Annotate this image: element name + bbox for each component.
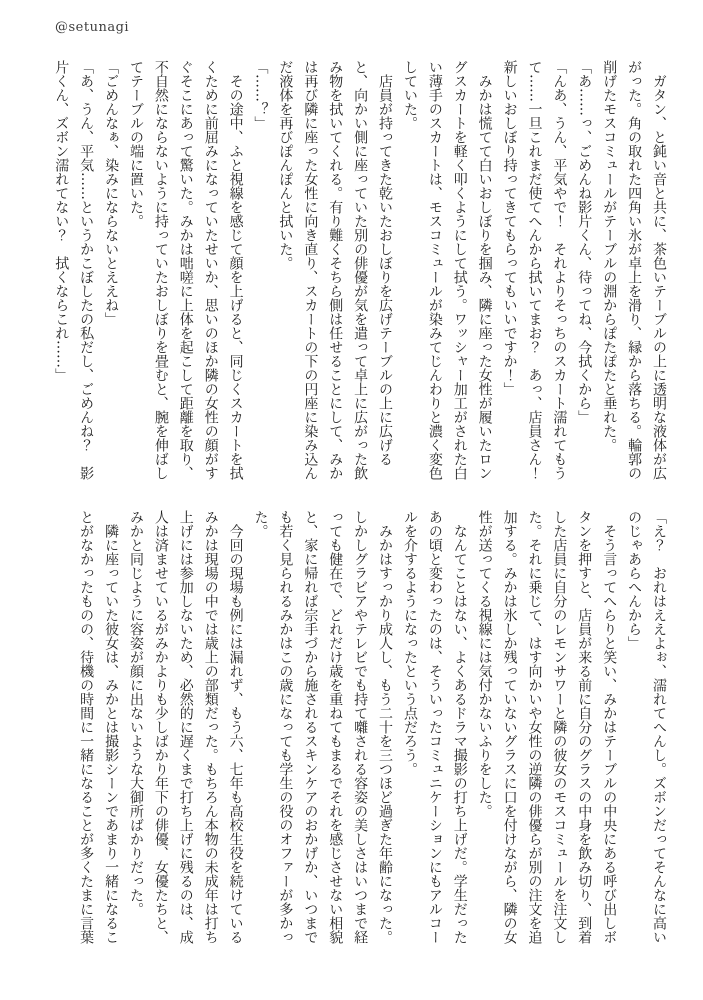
paragraph-dialogue: 「え？ おれはええよぉ、濡れてへんし。ズボンだってそんなに高いのじゃあらへんから」 — [626, 510, 667, 944]
paragraph: 今回の現場も例には漏れず、もう六、七年も高校生役を続けているみかは現場の中では歳上の部類だった。もちろん本物の未成年は打ち上げには参加しないため、必然的に遅くまで打ち上げに残るのは、成人は済ませているがみかよりも少しばかり年下の俳優、女優たちと、みかと同じように容姿が顔に出ないような大御所ばかりだった。 — [127, 510, 244, 944]
paragraph: その途中、ふと視線を感じて顔を上げると、同じくスカートを拭くために前屈みになっていたせいか、思いのほか隣の女性の顔がすぐそこにあって驚いた。みかは咄嗟に上体を起こして距離を取り、不自然にならないように持っていたおしぼりを畳むと、腕を伸ばしてテーブルの端に置いた。 — [127, 60, 244, 480]
paragraph: 隣に座っていた彼女は、みかとは撮影シーンであまり一緒になることがなかったものの、待機の時間に一緒になることが多くたまに言葉 — [78, 510, 120, 944]
paragraph: そう言ってへらりと笑い、みかはテーブルの中央にある呼び出しボタンを押すと、店員が来る前に自分のグラスの中身を飲み切り、到着した店員に自分のレモンサワーと隣の彼女のモスコミュールを注文した。それに乗じて、はす向かいや女性の逆隣の俳優らが別の注文を追加する。みかは氷しか残っていないグラスに口を付けながら、隣の女性が送ってくる視線には気付かないふりをした。 — [476, 510, 618, 944]
paragraph-dialogue: 「あ……っ、ごめんね影片くん、待ってね、今拭くから」 — [576, 60, 593, 424]
paragraph: みかはすっかり成人し、もう二十を三つほど過ぎた年齢になった。しかしグラビアやテレビでも持て囃される容姿の美しさはいつまで経っても健在で、どれだけ歳を重ねてもまるでそれを感じさせない相貌と、家に帰れば宗手づから施されるスキンケアのおかげか、いつまでも若く見られるみかはこの歳になっても学生の役のオファーが多かった。 — [252, 510, 394, 944]
paragraph-dialogue: 「ごめんなぁ、染みにならないとええね」 — [103, 60, 120, 326]
lower-text-block — [73, 510, 671, 946]
paragraph: みかは慌てて白いおしぼりを掴み、隣に座った女性が履いたロングスカートを軽く叩くようにして拭う。ワッシャー加工がされた白い薄手のスカートは、モスコミュールが染みてじんわりと濃く変色していた。 — [401, 60, 493, 480]
author-handle: @setunagi — [55, 20, 130, 35]
paragraph: 店員が持ってきた乾いたおしぼりを広げテーブルの上に広げると、向かい側に座っていた別の俳優が気を遣って卓上に広がった飲み物を拭いてくれる。有り難くそちら側は任せることにして、みかは再び隣に座った女性に向き直り、スカートの下の円座に染み込んだ液体を再びぽんぽんと拭いた。 — [277, 60, 394, 480]
paragraph: ガタン、と鈍い音と共に、茶色いテーブルの上に透明な液体が広がった。角の取れた四角い氷が卓上を滑り、縁から落ちる。輪郭の削げたモスコミュールがテーブルの淵からぽたぽたと垂れた。 — [601, 60, 667, 480]
paragraph-dialogue: 「……？」 — [252, 60, 269, 130]
paragraph: なんてことはない、よくあるドラマ撮影の打ち上げだ。学生だったあの頃と変わったのは、そういったコミュニケーションにもアルコールを介するようになったという点だろう。 — [401, 510, 468, 944]
upper-text-block — [48, 60, 671, 492]
paragraph-dialogue: 「んあ、うん、平気やで！ それよりそっちのスカート濡れてもうて……一旦これまだ使てへんから拭いてまお？ あっ、店員さん！ 新しいおしぼり持ってきてもらってもいいですか！」 — [501, 60, 568, 494]
paragraph-dialogue: 「あ、うん、平気……というかこぼしたの私だし、ごめんね？ 影片くん、ズボン濡れてない？ 拭くならこれ……」 — [53, 60, 95, 480]
